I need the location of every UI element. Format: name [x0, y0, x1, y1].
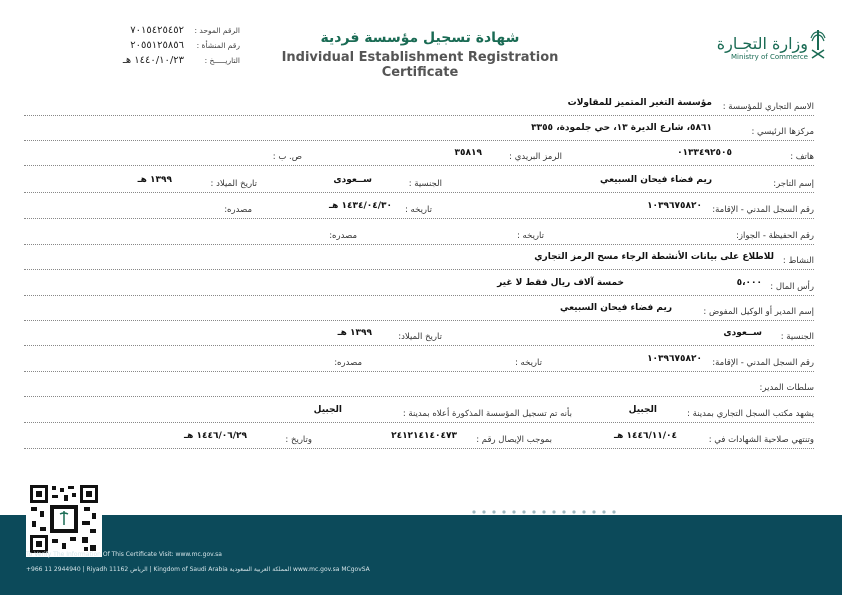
phone-label: هاتف :: [790, 152, 814, 162]
unified-number-label: الرقم الموحد :: [194, 26, 240, 35]
receipt-date-label: وتاريخ :: [285, 435, 312, 445]
ministry-logo: [688, 28, 808, 64]
passport-date-label: تاريخه :: [516, 231, 544, 241]
receipt-value: ٢٤١٢١٤١٤٠٤٧٣: [391, 431, 457, 441]
issue-date: [70, 56, 240, 70]
attest-city-2: الجبيل: [313, 405, 342, 415]
row-civil-reg: [24, 203, 814, 221]
attest-middle-text: بأنه تم تسجيل المؤسسة المذكورة أعلاه بمدينة :: [402, 409, 572, 419]
manager-powers-label: سلطات المدير:: [759, 383, 814, 393]
manager-birth-label: تاريخ الميلاد:: [398, 332, 442, 342]
ministry-name-en: Ministry of Commerce: [731, 53, 808, 61]
activity-label: النشاط :: [782, 256, 814, 266]
row-passport: [24, 229, 814, 247]
civil-reg-date-value: ١٤٣٤/٠٤/٣٠ هـ: [329, 201, 392, 211]
manager-civil-date-label: تاريخه :: [514, 358, 542, 368]
row-capital: [24, 280, 814, 298]
civil-reg-label: رقم السجل المدني - الإقامة:: [712, 205, 814, 215]
hq-value: ٥٨٦١، شارع الديرة ١٣، حي جلمودة، ٣٣٥٥: [531, 123, 712, 133]
unified-number-value: ٧٠١٥٤٢٥٤٥٢: [130, 25, 184, 36]
qr-code-icon: [28, 483, 100, 555]
establishment-number-label: رقم المنشأة :: [196, 41, 240, 50]
establishment-number: [70, 41, 240, 55]
manager-civil-label: رقم السجل المدني - الإقامة:: [712, 358, 814, 368]
ministry-name-ar: وزارة التجـارة: [716, 34, 808, 53]
postal-code-label: الرمز البريدي :: [509, 152, 562, 162]
certificate-title-ar: شهادة تسجيل مؤسسة فردية: [320, 30, 520, 46]
attest-label: يشهد مكتب السجل التجاري بمدينة :: [687, 409, 814, 419]
capital-words: خمسة آلاف ريال فقط لا غير: [497, 278, 624, 288]
trade-name-label: الاسم التجاري للمؤسسة :: [722, 102, 814, 112]
attest-city-1: الجبيل: [628, 405, 657, 415]
palm-swords-icon: [810, 28, 826, 62]
manager-nationality-label: الجنسية :: [780, 332, 814, 342]
postal-code-value: ٣٥٨١٩: [454, 148, 482, 158]
issue-date-value: ١٤٤٠/١٠/٢٣ هـ: [122, 55, 184, 66]
passport-source-label: مصدره:: [329, 231, 357, 241]
row-manager: [24, 305, 814, 323]
merchant-birth-label: تاريخ الميلاد :: [210, 179, 257, 189]
unified-number: [70, 26, 240, 40]
decorative-dots: [470, 508, 640, 516]
capital-label: رأس المال :: [770, 282, 814, 292]
manager-birth-value: ١٣٩٩ هـ: [337, 328, 372, 338]
pobox-label: ص. ب :: [272, 152, 302, 162]
row-trade-name: [24, 100, 814, 118]
manager-nationality-value: ســعودى: [723, 328, 762, 338]
manager-civil-value: ١٠٣٩٦٧٥٨٢٠: [647, 354, 702, 364]
verify-text: To Verify The Information Of This Certificate Visit: www.mc.gov.sa: [26, 551, 222, 558]
civil-reg-date-label: تاريخه :: [404, 205, 432, 215]
row-attest: [24, 407, 814, 425]
trade-name-value: مؤسسة التغير المتميز للمقاولات: [567, 98, 712, 108]
manager-civil-source-label: مصدره:: [334, 358, 362, 368]
manager-value: ريم فضاء فيحان السبيعي: [559, 303, 672, 313]
activity-value: للاطلاع على بيانات الأنشطة الرجاء مسح الرمز التجاري: [534, 252, 774, 262]
merchant-label: إسم التاجر:: [773, 179, 814, 189]
manager-label: إسم المدير أو الوكيل المفوض :: [703, 307, 814, 317]
row-manager-powers: [24, 381, 814, 399]
row-validity: [24, 433, 814, 451]
row-manager-civil: [24, 356, 814, 374]
merchant-nationality-value: ســعودى: [333, 175, 372, 185]
receipt-label: بموجب الإيصال رقم :: [476, 435, 552, 445]
receipt-date-value: ١٤٤٦/٠٦/٢٩ هـ: [184, 431, 247, 441]
row-phone: [24, 150, 814, 168]
hq-label: مركزها الرئيسي :: [751, 127, 814, 137]
merchant-birth-value: ١٣٩٩ هـ: [137, 175, 172, 185]
certificate-title-en: Individual Establishment Registration Certificate: [281, 50, 559, 80]
passport-label: رقم الحفيظة - الجواز:: [736, 231, 814, 241]
row-manager-nationality: [24, 330, 814, 348]
merchant-nationality-label: الجنسية :: [408, 179, 442, 189]
capital-value: ٥،٠٠٠: [736, 278, 762, 288]
row-merchant: [24, 177, 814, 195]
civil-reg-value: ١٠٣٩٦٧٥٨٢٠: [647, 201, 702, 211]
establishment-number-value: ٢٠٥٥١٢٥٨٥٦: [130, 40, 184, 51]
contact-text: +966 11 2944940 | Riyadh 11162 الرياض | Kingdom of Saudi Arabia المملكة العربية السعودية www.mc.gov.sa MCgovSA: [26, 566, 370, 573]
civil-reg-source-label: مصدره:: [224, 205, 252, 215]
qr-code: [26, 481, 102, 557]
merchant-value: ريم فضاء فيحان السبيعي: [599, 175, 712, 185]
row-hq: [24, 125, 814, 143]
issue-date-label: التاريـــــخ :: [204, 56, 240, 65]
validity-expiry-value: ١٤٤٦/١١/٠٤ هـ: [614, 431, 677, 441]
row-activity: [24, 254, 814, 272]
phone-value: ٠١٣٣٤٩٢٥٠٥: [677, 148, 732, 158]
validity-label: وتنتهي صلاحية الشهادات في :: [708, 435, 814, 445]
